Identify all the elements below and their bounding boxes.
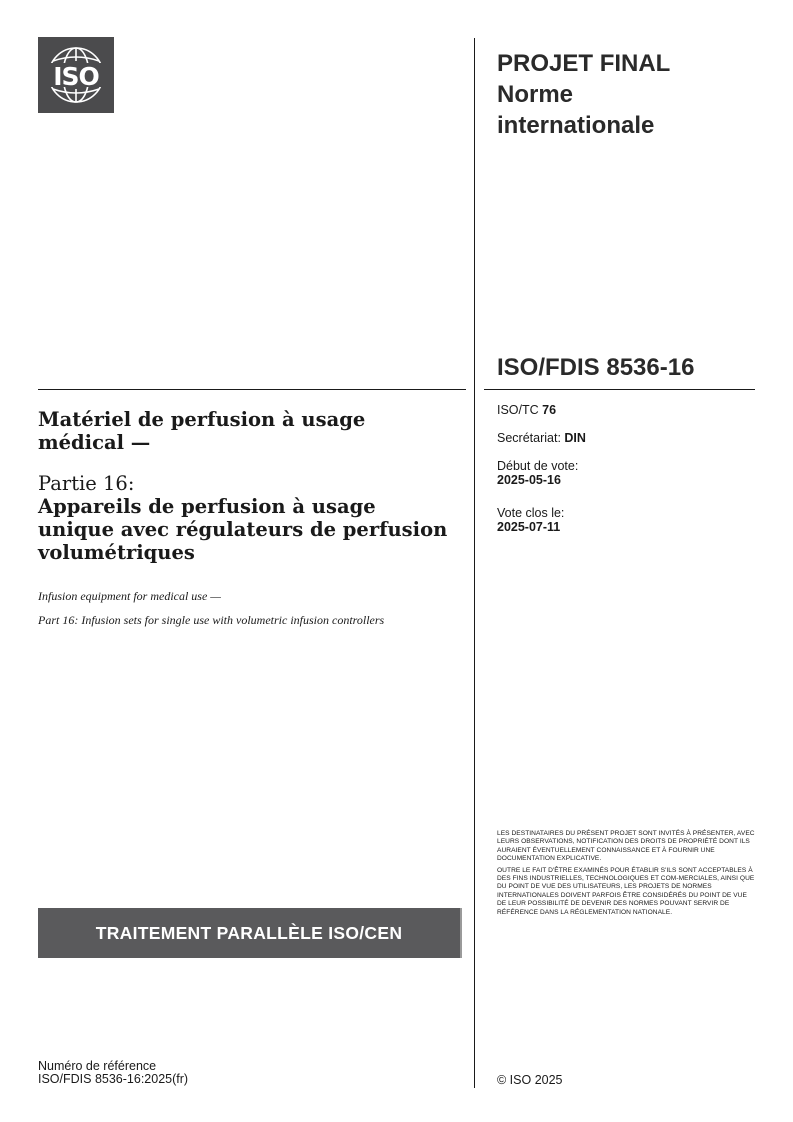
status-line-2: Norme <box>497 81 574 108</box>
svg-text:ISO: ISO <box>53 62 99 91</box>
iso-globe-logo-icon <box>38 37 114 113</box>
reference-value: ISO/FDIS 8536-16:2025(fr) <box>38 1072 189 1086</box>
disclaimer-paragraph-2: OUTRE LE FAIT D'ÊTRE EXAMINÉS POUR ÉTABLIR S'ILS SONT ACCEPTABLES À DES FINS INDUSTRIELLES, TECHNOLOGIQUES ET COM-MERCIALES, AINSI QUE DU POINT DE VUE DES UTILISATEURS, LES PROJETS DE NORMES INTERNATIONALES DOIVENT PARFOIS ÊTRE CONSIDÉRÉS DU POINT DE VUE DE LEUR POSSIBILITÉ DE DEVENIR DES NORMES POUVANT SERVIR DE RÉFÉRENCE DANS LA RÉGLEMENTATION NATIONALE. <box>497 866 755 916</box>
tc-label: ISO/TC <box>497 403 543 417</box>
title-sub: Appareils de perfusion à usage unique avec régulateurs de perfusion volumétriques <box>38 495 448 564</box>
reference-number <box>38 1060 188 1086</box>
status-line-1: PROJET FINAL <box>497 50 671 77</box>
title-english-main: Infusion equipment for medical use — <box>38 589 221 603</box>
secretariat <box>497 431 586 445</box>
vote-start-label: Début de vote: <box>497 459 579 473</box>
disclaimer-paragraph-1: LES DESTINATAIRES DU PRÉSENT PROJET SONT INVITÉS À PRÉSENTER, AVEC LEURS OBSERVATIONS, NOTIFICATION DES DROITS DE PROPRIÉTÉ DONT ILS AURAIENT ÉVENTUELLEMENT CONNAISSANCE ET À FOURNIR UNE DOCUMENTATION EXPLICATIVE. <box>497 830 755 863</box>
vote-end-value: 2025-07-11 <box>497 520 561 534</box>
secretariat-value: DIN <box>564 431 586 445</box>
vertical-divider <box>474 38 475 1088</box>
disclaimer <box>497 830 757 920</box>
title-part: Partie 16: <box>38 472 135 495</box>
copyright: © ISO 2025 <box>497 1073 563 1087</box>
vote-end-label: Vote clos le: <box>497 506 565 520</box>
secretariat-label: Secrétariat: <box>497 431 565 445</box>
status-line-3: internationale <box>497 112 655 139</box>
reference-label: Numéro de référence <box>38 1059 157 1073</box>
document-number: ISO/FDIS 8536-16 <box>497 354 695 381</box>
vote-start <box>497 459 578 487</box>
tc-value: 76 <box>542 403 557 417</box>
title-english-part: Part 16: Infusion sets for single use with volumetric infusion controllers <box>38 613 385 627</box>
title-main: Matériel de perfusion à usage médical — <box>38 408 366 454</box>
vote-start-value: 2025-05-16 <box>497 473 561 487</box>
parallel-processing-banner: TRAITEMENT PARALLÈLE ISO/CEN <box>38 908 462 958</box>
vote-end <box>497 506 564 534</box>
horizontal-divider-right <box>484 389 755 390</box>
horizontal-divider-left <box>38 389 466 390</box>
technical-committee <box>497 403 556 417</box>
document-status <box>497 48 767 141</box>
